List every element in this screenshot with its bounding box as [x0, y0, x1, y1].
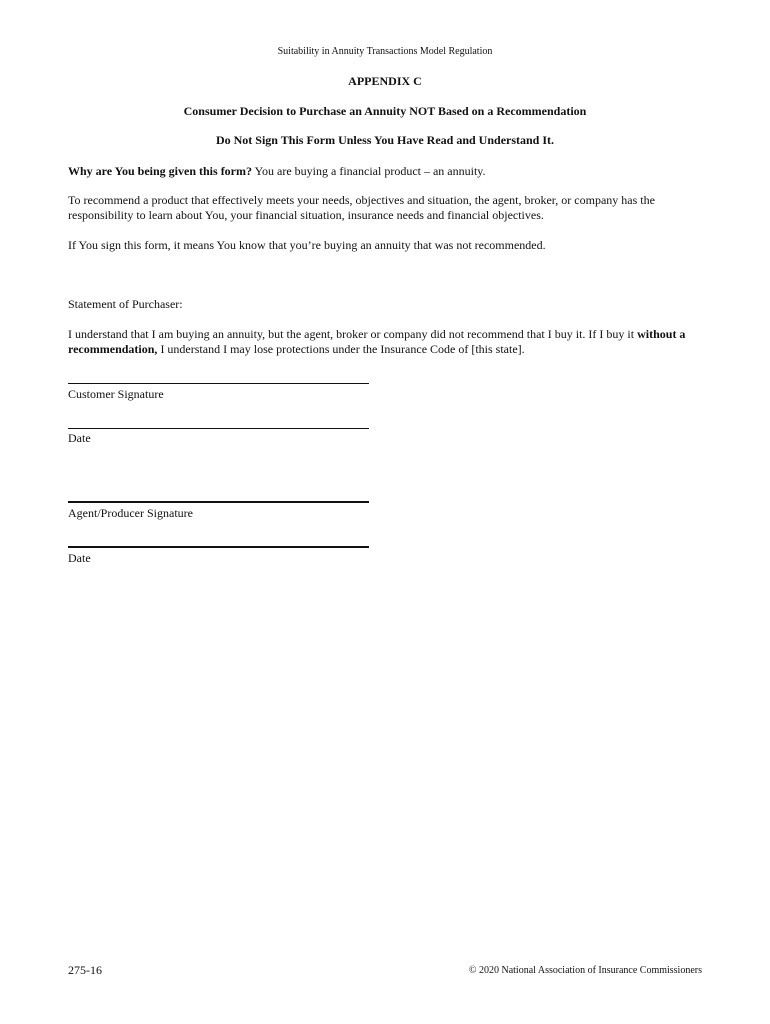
form-title: Consumer Decision to Purchase an Annuity NOT Based on a Recommendation	[183, 104, 587, 118]
understand-text-2: I understand I may lose protections under the Insurance Code of [this state].	[157, 342, 525, 356]
understand-paragraph	[68, 327, 698, 357]
customer-signature-label: Customer Signature	[68, 387, 164, 401]
customer-date-label: Date	[68, 431, 91, 445]
why-paragraph	[68, 164, 698, 179]
appendix-label: APPENDIX C	[348, 74, 422, 88]
understand-text-1: I understand that I am buying an annuity, but the agent, broker or company did not recommend that I buy it. If I buy it	[68, 327, 638, 341]
sign-warning: Do Not Sign This Form Unless You Have Read and Understand It.	[215, 133, 555, 147]
agent-date-label: Date	[68, 551, 91, 565]
agent-date-line[interactable]	[68, 546, 369, 548]
running-header: Suitability in Annuity Transactions Model Regulation	[277, 46, 493, 57]
customer-date-line[interactable]	[68, 428, 369, 429]
page-number: 275-16	[68, 963, 102, 977]
understand-bold: without a recommendation,	[68, 327, 686, 356]
agent-signature-label: Agent/Producer Signature	[68, 506, 193, 520]
why-question: Why are You being given this form?	[68, 164, 253, 178]
agent-signature-line[interactable]	[68, 501, 369, 503]
why-answer: You are buying a financial product – an annuity.	[252, 164, 486, 178]
if-sign-paragraph: If You sign this form, it means You know that you’re buying an annuity that was not recommended.	[68, 238, 546, 252]
copyright-notice: © 2020 National Association of Insurance Commissioners	[468, 965, 702, 976]
recommend-paragraph: To recommend a product that effectively meets your needs, objectives and situation, the agent, broker, or company has the responsibility to learn about You, your financial situation, insurance needs and financial objectives.	[68, 193, 655, 222]
customer-signature-line[interactable]	[68, 383, 369, 384]
statement-label: Statement of Purchaser:	[68, 297, 183, 311]
